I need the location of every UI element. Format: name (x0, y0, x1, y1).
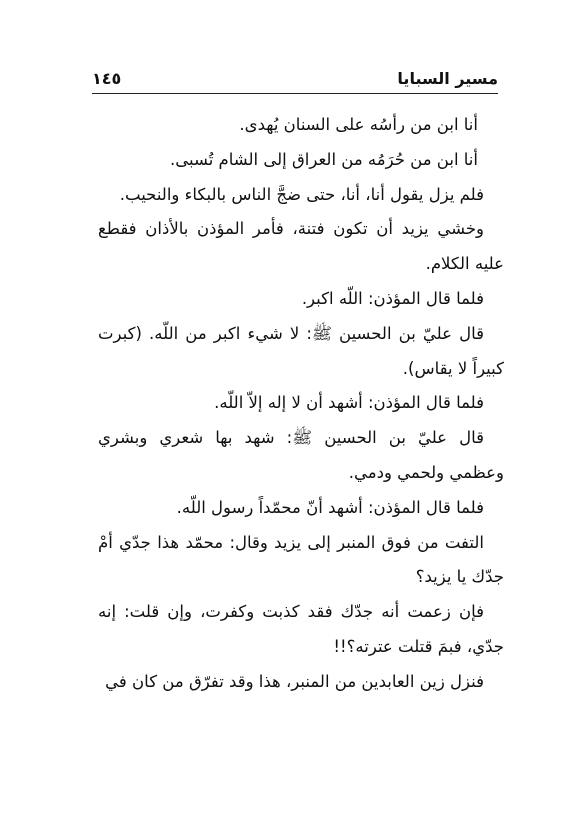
running-header (92, 62, 498, 88)
paragraph: فلما قال المؤذن: أشهد أن لا إله إلاّ اللّه. (214, 393, 484, 413)
paragraph: أنا ابن من حُرَمُه من العراق إلى الشام تُسبى. (170, 149, 478, 169)
paragraph: التفت من فوق المنبر إلى يزيد وقال: محمّد هذا جدّي أمْ جدّك يا يزيد؟ (98, 532, 504, 587)
paragraph: فلم يزل يقول أنا، أنا، حتى ضجَّ الناس بالبكاء والنحيب. (119, 184, 484, 204)
paragraph: وخشي يزيد أن تكون فتنة، فأمر المؤذن بالأذان فقطع عليه الكلام. (98, 219, 504, 274)
body-text (98, 108, 504, 700)
paragraph: قال عليّ بن الحسين ﷺ: شهد بها شعري وبشري وعظمي ولحمي ودمي. (98, 428, 504, 482)
paragraph: قال عليّ بن الحسين ﷺ: لا شيء اكبر من اللّه. (كبرت كبيراً لا يقاس). (98, 323, 504, 378)
paragraph: فلما قال المؤذن: اللّه اكبر. (301, 288, 484, 308)
page-number: ١٤٥ (92, 69, 122, 88)
paragraph: فإن زعمت أنه جدّك فقد كذبت وكفرت، وإن قلت: إنه جدّي، فبمَ قتلت عترته؟!! (98, 602, 504, 656)
paragraph: فلما قال المؤذن: أشهد أنّ محمّداً رسول اللّه. (176, 497, 484, 517)
header-rule (92, 93, 498, 94)
paragraph: أنا ابن من رأسُه على السنان يُهدى. (239, 115, 478, 134)
running-title: مسير السبايا (397, 69, 498, 88)
paragraph: فنزل زين العابدين من المنبر، هذا وقد تفرّق من كان في (105, 671, 484, 691)
